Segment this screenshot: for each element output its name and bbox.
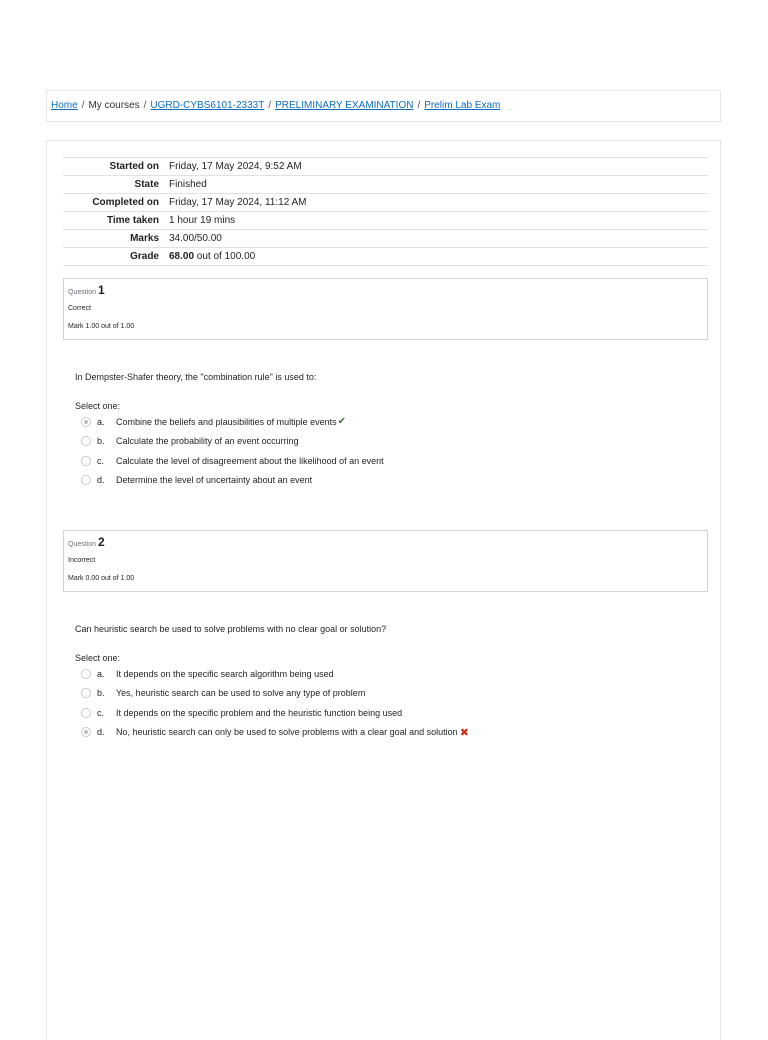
answer-text: It depends on the specific search algorithm being used (116, 668, 334, 679)
question-number-line (68, 535, 703, 552)
marks-label: Marks (130, 233, 159, 244)
breadcrumb-separator: / (268, 100, 272, 111)
answer-option[interactable] (75, 723, 695, 743)
question-mark: Mark 1.00 out of 1.00 (68, 323, 135, 330)
breadcrumb-section-link[interactable]: PRELIMINARY EXAMINATION (275, 100, 414, 111)
answer-text: No, heuristic search can only be used to solve problems with a clear goal and solution (116, 727, 458, 738)
select-one-prompt: Select one: (75, 653, 121, 663)
breadcrumb-home-link[interactable]: Home (51, 100, 78, 111)
summary-row-grade (63, 248, 708, 266)
answer-option[interactable] (75, 432, 695, 452)
answer-letter: a. (97, 416, 105, 427)
answer-text: Calculate the probability of an event occurring (116, 436, 299, 447)
question-content (75, 370, 695, 490)
answer-letter: b. (97, 688, 105, 699)
grade-value: 68.00 (169, 251, 195, 262)
question-mark: Mark 0.00 out of 1.00 (68, 575, 135, 582)
select-one-prompt: Select one: (75, 401, 121, 411)
summary-row-state (63, 176, 708, 194)
question-content (75, 622, 695, 742)
answer-letter: c. (97, 455, 105, 466)
answer-letter: a. (97, 668, 105, 679)
state-label: State (134, 179, 159, 190)
answer-text: Combine the beliefs and plausibilities of multiple events (116, 416, 337, 427)
time-taken-value: 1 hour 19 mins (169, 215, 236, 226)
time-taken-label: Time taken (106, 215, 159, 226)
check-icon: ✔ (337, 416, 347, 428)
breadcrumb-course-link[interactable]: UGRD-CYBS6101-2333T (150, 100, 265, 111)
grade-label: Grade (130, 251, 159, 262)
radio-button[interactable] (81, 708, 91, 718)
answer-text: Calculate the level of disagreement about the likelihood of an event (116, 455, 384, 466)
breadcrumb-my-courses: My courses (88, 100, 140, 111)
grade-cell (165, 248, 708, 266)
breadcrumb (46, 90, 721, 122)
answer-letter: c. (97, 707, 105, 718)
summary-row-completed-on (63, 194, 708, 212)
answer-text: It depends on the specific problem and the heuristic function being used (116, 707, 403, 718)
question-number: 2 (97, 535, 105, 549)
question-text: In Dempster-Shafer theory, the "combination rule" is used to: (75, 372, 317, 382)
quiz-review-card (46, 140, 721, 1040)
grade-suffix: out of 100.00 (194, 251, 256, 262)
completed-on-value: Friday, 17 May 2024, 11:12 AM (169, 197, 307, 208)
question-number-line (68, 283, 703, 300)
answer-letter: b. (97, 436, 105, 447)
completed-on-label: Completed on (92, 197, 159, 208)
answer-option[interactable] (75, 451, 695, 471)
question-info-box (63, 278, 708, 340)
state-value: Finished (169, 179, 207, 190)
question-number: 1 (97, 283, 105, 297)
marks-value: 34.00/50.00 (169, 233, 222, 244)
question-state: Correct (68, 305, 91, 312)
answer-option[interactable] (75, 664, 695, 684)
breadcrumb-separator: / (143, 100, 147, 111)
answer-option[interactable] (75, 703, 695, 723)
radio-button[interactable] (81, 688, 91, 698)
summary-row-started-on (63, 158, 708, 176)
question-label: Question (68, 289, 97, 296)
radio-button[interactable] (81, 727, 91, 737)
summary-row-time-taken (63, 212, 708, 230)
question-info-box (63, 530, 708, 592)
breadcrumb-separator: / (417, 100, 421, 111)
radio-button[interactable] (81, 669, 91, 679)
cross-icon: ✖ (459, 726, 469, 739)
answer-option[interactable] (75, 471, 695, 491)
attempt-summary-table (63, 157, 708, 266)
answer-text: Yes, heuristic search can be used to solve any type of problem (116, 688, 366, 699)
radio-button[interactable] (81, 475, 91, 485)
radio-button[interactable] (81, 436, 91, 446)
answer-text: Determine the level of uncertainty about an event (116, 475, 313, 486)
radio-button[interactable] (81, 456, 91, 466)
answer-option[interactable] (75, 684, 695, 704)
summary-row-marks (63, 230, 708, 248)
started-on-value: Friday, 17 May 2024, 9:52 AM (169, 161, 302, 172)
answer-letter: d. (97, 727, 105, 738)
breadcrumb-quiz-link[interactable]: Prelim Lab Exam (424, 100, 501, 111)
question-state: Incorrect (68, 557, 96, 564)
breadcrumb-separator: / (81, 100, 85, 111)
answer-letter: d. (97, 475, 105, 486)
radio-button[interactable] (81, 417, 91, 427)
answer-option[interactable] (75, 412, 695, 432)
question-text: Can heuristic search be used to solve problems with no clear goal or solution? (75, 624, 387, 634)
started-on-label: Started on (109, 161, 159, 172)
question-label: Question (68, 541, 97, 548)
